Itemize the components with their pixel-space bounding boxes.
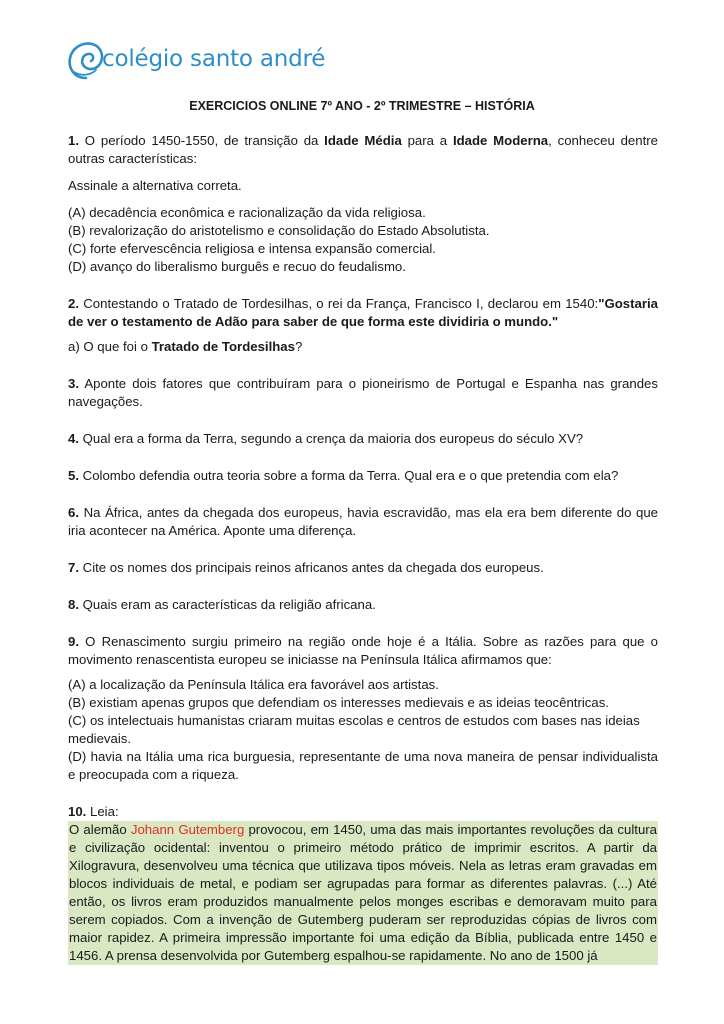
bold-term: Idade Moderna [452, 133, 549, 148]
option-b: (B) revalorização do aristotelismo e consolidação do Estado Absolutista. [68, 223, 490, 238]
question-number: 10. [68, 804, 87, 819]
question-10 [68, 803, 658, 821]
sub-question-text: ? [294, 339, 303, 354]
highlighted-name: Johann Gutemberg [130, 822, 245, 837]
swirl-logo-icon [66, 38, 106, 82]
question-2 [68, 295, 658, 331]
question-text: Contestando o Tratado de Tordesilhas, o rei da França, Francisco I, declarou em 1540: [79, 296, 599, 311]
question-number: 1. [68, 133, 79, 148]
question-text: Quais eram as características da religião africana. [79, 597, 376, 612]
question-7 [68, 559, 658, 577]
sub-question-a [68, 338, 658, 356]
option-c: (C) os intelectuais humanistas criaram muitas escolas e centros de estudos com bases nas ideias medievais. [68, 713, 640, 746]
question-number: 2. [68, 296, 79, 311]
question-5 [68, 467, 658, 485]
question-number: 7. [68, 560, 79, 575]
questions [68, 132, 658, 965]
option-d: (D) havia na Itália uma rica burguesia, representante de uma nova maneira de pensar individualista e preocupada com a riqueza. [68, 749, 658, 782]
option-d: (D) avanço do liberalismo burguês e recuo do feudalismo. [68, 259, 406, 274]
question-8 [68, 596, 658, 614]
option-a: (A) a localização da Península Itálica era favorável aos artistas. [68, 677, 439, 692]
question-text: O Renascimento surgiu primeiro na região onde hoje é a Itália. Sobre as razões para que o movimento renascentista europeu se iniciasse na Península Itálica afirmamos que: [68, 634, 658, 667]
question-9 [68, 633, 658, 669]
question-text: Na África, antes da chegada dos europeus, havia escravidão, mas ela era bem diferente do que iria acontecer na América. Aponte uma diferença. [68, 505, 658, 538]
question-text: Cite os nomes dos principais reinos africanos antes da chegada dos europeus. [79, 560, 544, 575]
question-number: 8. [68, 597, 79, 612]
page-title: EXERCICIOS ONLINE 7º ANO - 2º TRIMESTRE – HISTÓRIA [189, 99, 535, 113]
question-number: 6. [68, 505, 79, 520]
question-text: Colombo defendia outra teoria sobre a forma da Terra. Qual era e o que pretendia com ela? [79, 468, 619, 483]
question-text: , conheceu dentre outras características: [68, 133, 658, 166]
instruction: Assinale a alternativa correta. [68, 178, 242, 193]
option-b: (B) existiam apenas grupos que defendiam os interesses medievais e as ideias teocêntricas. [68, 695, 609, 710]
passage-text: O alemão [69, 822, 131, 837]
question-number: 4. [68, 431, 79, 446]
passage-text: provocou, em 1450, uma das mais importantes revoluções da cultura e civilização ocidental: inventou o primeiro método prático de imprimir escritos. A partir da Xilogravura, desenvolveu uma técnica que utilizava tipos móveis. Nela as letras eram gravadas em blocos individuais de metal, e podiam ser agrupadas para formar as diferentes palavras. (...) Até então, os livros eram produzidos manualmente pelos monges escribas e demoravam muito para serem copiados. Com a invenção de Gutemberg puderam ser reproduzidas cópias de livros com maior rapidez. A primeira impressão importante foi uma edição da Bíblia, publicada entre 1450 e 1456. A prensa desenvolvida por Gutemberg espalhou-se rapidamente. No ano de 1500 já [69, 822, 657, 963]
option-a: (A) decadência econômica e racionalização da vida religiosa. [68, 205, 426, 220]
bold-term: Tratado de Tordesilhas [151, 339, 295, 354]
question-number: 9. [68, 634, 79, 649]
question-text: Aponte dois fatores que contribuíram para o pioneirismo de Portugal e Espanha nas grandes navegações. [68, 376, 658, 409]
question-number: 5. [68, 468, 79, 483]
school-logo [66, 38, 326, 82]
logo-text: colégio santo andré [102, 46, 326, 72]
question-6 [68, 504, 658, 540]
question-1 [68, 132, 658, 168]
option-c: (C) forte efervescência religiosa e intensa expansão comercial. [68, 241, 436, 256]
question-3 [68, 375, 658, 411]
sub-question-text: a) O que foi o [68, 339, 152, 354]
question-number: 3. [68, 376, 79, 391]
bold-term: Idade Média [324, 133, 402, 148]
question-text: Leia: [86, 804, 119, 819]
question-text: O período 1450-1550, de transição da [79, 133, 325, 148]
highlighted-passage [68, 821, 658, 965]
question-text: Qual era a forma da Terra, segundo a crença da maioria dos europeus do século XV? [79, 431, 584, 446]
quote-text: "Gostaria de ver o testamento de Adão para saber de que forma este dividiria o mundo." [68, 296, 658, 329]
question-4 [68, 430, 658, 448]
question-text: para a [401, 133, 453, 148]
